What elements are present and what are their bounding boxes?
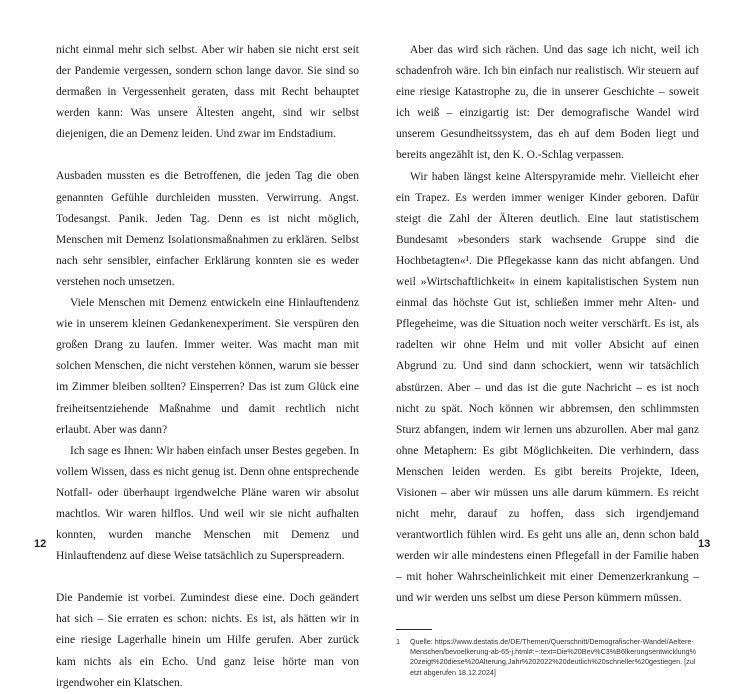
footnote-separator bbox=[396, 629, 432, 630]
body-paragraph: Ausbaden mussten es die Betroffenen, die jeden Tag die oben genannten Gefühle durchleiden mussten. Verwirrung. Angst. Todesangst. Panik. Jeden Tag. Denn es ist nicht möglich, Menschen mit Demenz Isolationsmaßnahmen zu erklären. Selbst nach sehr sensibler, einfacher Erklärung konnten sie es weder verstehen noch umsetzen. bbox=[56, 170, 359, 288]
footnote-number: 1 bbox=[396, 636, 400, 646]
page-number-right: 13 bbox=[698, 538, 711, 550]
body-paragraph: Wir haben längst keine Alterspyramide mehr. Vielleicht eher ein Trapez. Es werden immer weniger Kinder geboren. Dafür steigt die Zahl der Älteren deutlich. Eine laut statistischem Bundesamt »besonders stark wachsende Gruppe sind die Hochbetagten«¹. Die Pflegekasse kann das nicht abfangen. Und weil »Wirtschaftlichkeit« in einem kapitalistischen System nun einmal das höchste Gut ist, schließen immer mehr Alten- und Pflegeheime, was die Situation noch weiter verschärft. Es ist, als radelten wir ohne Helm und mit voller Absicht auf einen Abgrund zu. Und sind dann schockiert, wenn wir tatsächlich abstürzen. Aber – und das ist die gute Nachricht – es ist noch nicht zu spät. Noch können wir abbremsen, den schlimmsten Sturz abfangen, indem wir lernen uns abzurollen. Aber mal ganz ohne Metaphern: Es gibt Möglichkeiten. Die verhindern, dass Menschen leiden werden. Es gibt bereits Projekte, Ideen, Visionen – aber wir müssen uns alle darum kümmern. Es reicht nicht mehr, darauf zu hoffen, dass sich irgendjemand verantwortlich fühlen wird. Es geht uns alle an, denn schon bald werden wir alle mindestens einen Pflegefall in der Familie haben – mit hoher Wahrscheinlichkeit mit einer Demenzerkrankung – und wir werden uns selbst um diese Person kümmern müssen. bbox=[396, 170, 699, 605]
body-paragraph: Viele Menschen mit Demenz entwickeln eine Hinlauftendenz wie in unserem kleinen Gedankenexperiment. Sie verspüren den großen Drang zu laufen. Immer weiter. Was macht man mit solchen Menschen, die nicht verstehen können, warum sie besser im Zimmer bleiben sollten? Einsperren? Das ist zum Glück eine freiheitsentziehende Maßnahme und damit rechtlich nicht erlaubt. Aber was dann? bbox=[56, 297, 359, 436]
footnote bbox=[396, 637, 699, 679]
right-page bbox=[396, 40, 699, 678]
body-paragraph: nicht einmal mehr sich selbst. Aber wir haben sie nicht erst seit der Pandemie vergessen, sondern schon lange davor. Sie sind so dermaßen in Vergessenheit geraten, dass mit Recht behauptet werden kann: Was unsere Ältesten angeht, sind wir selbst diejenigen, die an Demenz leiden. Und zwar im Endstadium. bbox=[56, 44, 359, 141]
left-page bbox=[56, 40, 359, 694]
body-paragraph: Die Pandemie ist vorbei. Zumindest diese eine. Doch geändert hat sich – Sie erraten es schon: nichts. Es ist, als hätten wir in eine riesige Lagerhalle hinein um Hilfe gerufen. Aber zurück kam nichts als ein Echo. Und ganz leise hörte man von irgendwoher ein Klatschen. bbox=[56, 592, 359, 689]
footnote-text: Quelle: https://www.destatis.de/DE/Themen/Querschnitt/Demografischer-Wandel/Aeltere-Menschen/bevoelkerung-ab-65-j.html#:~:text=Die%20Bev%C3%B6lkerungsentwicklung%20zeigt%20diese%20Alterung,Jahr%202022%20deutlich%20schneller%20gestiegen. [zuletzt abgerufen 18.12.2024] bbox=[410, 636, 697, 677]
page-number-left: 12 bbox=[34, 538, 47, 550]
body-paragraph: Aber das wird sich rächen. Und das sage ich nicht, weil ich schadenfroh wäre. Ich bin einfach nur realistisch. Wir steuern auf eine riesige Katastrophe zu, die in unserer Geschichte – soweit ich weiß – einzigartig ist: Der demografische Wandel wird unserem Gesundheitssystem, das eh auf dem Boden liegt und bereits angezählt ist, den K. O.-Schlag verpassen. bbox=[396, 44, 699, 162]
body-paragraph: Ich sage es Ihnen: Wir haben einfach unser Bestes gegeben. In vollem Wissen, dass es nicht genug ist. Denn ohne entsprechende Notfall- oder überhaupt irgendwelche Pläne waren wir absolut machtlos. Wir waren hilflos. Und weil wir sie nicht aufhalten konnten, wurden manche Menschen mit Demenz und Hinlauftendenz auf diese Weise tatsächlich zu Superspreadern. bbox=[56, 444, 359, 563]
